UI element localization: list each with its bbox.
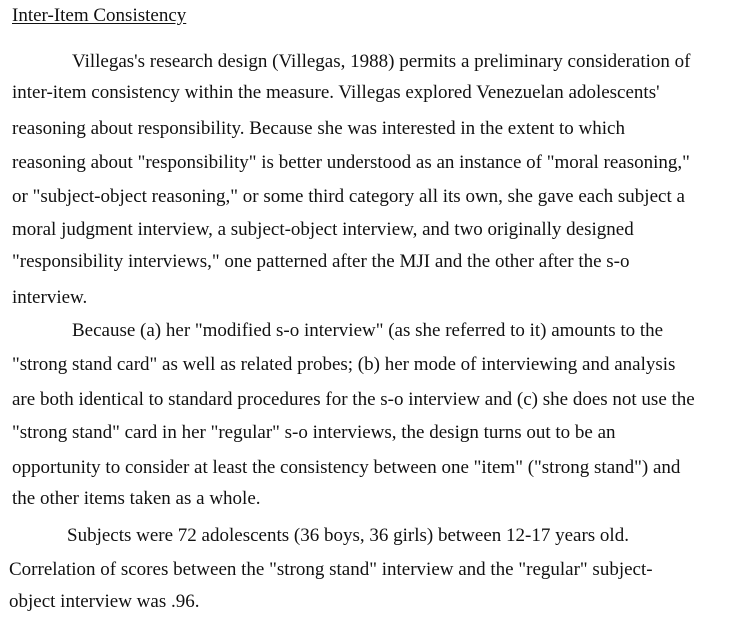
text-line: "strong stand card" as well as related probes; (b) her mode of interviewing and analysis	[12, 354, 676, 375]
text-line: "responsibility interviews," one patterned after the MJI and the other after the s-o	[12, 251, 630, 272]
text-line: "strong stand" card in her "regular" s-o interviews, the design turns out to be an	[12, 422, 616, 443]
text-line: or "subject-object reasoning," or some third category all its own, she gave each subject a	[12, 186, 685, 207]
text-line: reasoning about responsibility. Because she was interested in the extent to which	[12, 118, 625, 139]
text-line: interview.	[12, 287, 88, 308]
text-line: moral judgment interview, a subject-object interview, and two originally designed	[12, 219, 634, 240]
text-line: inter-item consistency within the measure. Villegas explored Venezuelan adolescents'	[12, 82, 660, 103]
text-line: the other items taken as a whole.	[12, 488, 261, 509]
text-line: Correlation of scores between the "strong stand" interview and the "regular" subject-	[9, 559, 653, 580]
text-line: Subjects were 72 adolescents (36 boys, 36 girls) between 12-17 years old.	[67, 525, 629, 546]
text-line: object interview was .96.	[9, 591, 200, 612]
text-line: Because (a) her "modified s-o interview" (as she referred to it) amounts to the	[72, 320, 664, 341]
section-heading: Inter-Item Consistency	[12, 5, 187, 26]
text-line: Villegas's research design (Villegas, 1988) permits a preliminary consideration of	[72, 51, 691, 72]
text-line: opportunity to consider at least the consistency between one "item" ("strong stand") and	[12, 457, 681, 478]
text-line: reasoning about "responsibility" is better understood as an instance of "moral reasoning,"	[12, 152, 690, 173]
text-line: are both identical to standard procedures for the s-o interview and (c) she does not use the	[12, 389, 695, 410]
